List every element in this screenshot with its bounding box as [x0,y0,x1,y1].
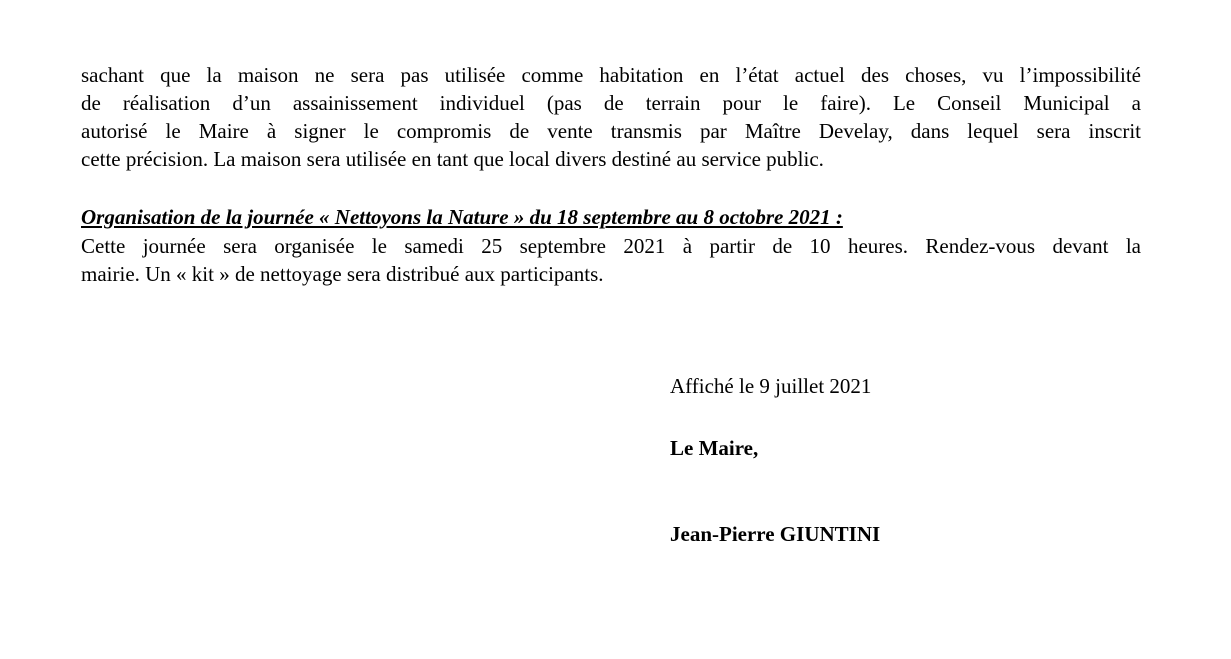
paragraph-line: cette précision. La maison sera utilisée en tant que local divers destiné au service public. [81,147,824,171]
paragraph-line: autorisé le Maire à signer le compromis de vente transmis par Maître Develay, dans lequel sera inscrit [81,119,1141,143]
signatory-name: Jean-Pierre GIUNTINI [670,522,881,546]
paragraph-line: mairie. Un « kit » de nettoyage sera distribué aux participants. [81,262,604,286]
section-heading-cleanup-day: Organisation de la journée « Nettoyons la Nature » du 18 septembre au 8 octobre 2021 : [81,205,843,229]
paragraph-house-sale [81,61,1141,173]
paragraph-line: sachant que la maison ne sera pas utilisée comme habitation en l’état actuel des choses, vu l’impossibilité [81,63,1141,87]
posted-date: Affiché le 9 juillet 2021 [670,374,872,398]
signatory-title: Le Maire, [670,436,759,460]
paragraph-cleanup-day [81,232,1141,288]
paragraph-line: Cette journée sera organisée le samedi 25 septembre 2021 à partir de 10 heures. Rendez-vous devant la [81,234,1141,258]
paragraph-line: de réalisation d’un assainissement individuel (pas de terrain pour le faire). Le Conseil Municipal a [81,91,1141,115]
